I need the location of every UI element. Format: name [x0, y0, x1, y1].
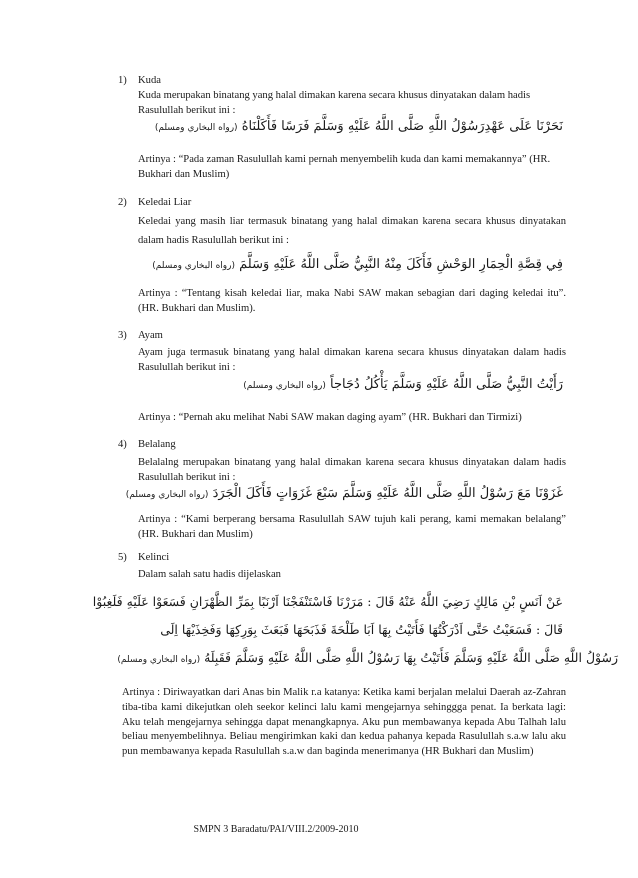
- section-title: Keledai Liar: [138, 197, 192, 208]
- footer-text: SMPN 3 Baradatu/PAI/VIII.2/2009-2010: [193, 824, 359, 835]
- arabic-hadith: [126, 484, 563, 505]
- hadith-reference: (رواه البخاري ومسلم): [125, 490, 209, 500]
- arabic-text: غَزَوْنَا مَعَ رَسُوْلُ اللَّهِ صَلَّى اللَّهُ عَلَيْهِ وَسَلَّمَ سَبْعَ غَزَوَاتٍ فَأَكَلَ الْجَرَدَ: [212, 486, 563, 501]
- section-translation: Artinya : “Tentang kisah keledai liar, maka Nabi SAW makan sebagian dari daging keledai itu”. (HR. Bukhari dan Muslim).: [138, 288, 566, 314]
- section-intro: Dalam salah satu hadis dijelaskan: [138, 569, 281, 580]
- arabic-hadith: [117, 648, 618, 670]
- arabic-text: نَحَرْنَا عَلَى عَهْدِرَسُوْلُ اللَّهِ صَلَّى اللَّهُ عَلَيْهِ وَسَلَّمَ فَرَسًا فَأَكَلْنَاهُ: [241, 119, 563, 134]
- arabic-hadith: [152, 255, 563, 276]
- arabic-text: رَسُوْلُ اللَّهِ صَلَّى اللَّهُ عَلَيْهِ وَسَلَّمَ فَأَتَيْتُ بِهَا رَسُوْلُ اللَّهِ صَلَّى اللَّهُ عَلَيْهِ وَسَلَّمَ فَقَبِلَهُ: [204, 650, 618, 665]
- section-title: Kuda: [138, 75, 161, 86]
- page-footer: [0, 822, 638, 837]
- arabic-text: رَأَيْتُ النَّبِيُّ صَلَّى اللَّهُ عَلَيْهِ وَسَلَّمَ يَأْكُلُ دُجَاجاً: [330, 377, 563, 392]
- section-translation: Artinya : “Kami berperang bersama Rasulullah SAW tujuh kali perang, kami memakan belalang” (HR. Bukhari dan Muslim): [138, 514, 566, 540]
- section-intro: Ayam juga termasuk binatang yang halal dimakan karena secara khusus dinyatakan dalam hadis Rasulullah berikut ini :: [138, 347, 566, 373]
- hadith-reference: (رواه البخاري ومسلم): [154, 123, 238, 133]
- section-title: Belalang: [138, 439, 176, 450]
- arabic-hadith: [155, 117, 563, 138]
- arabic-text: عَنْ اَنَسٍ بْنِ مَالِكٍ رَضِيَ اللَّهُ عَنْهُ قَالَ : مَرَرْنَا فَاسْتَنْفَجْنَا اَرْنَبًا بِمَرِّ الظَّهْرَانِ فَسَعَوْا عَلَيْهِ فَلَغِبُوْا: [92, 594, 563, 609]
- section-translation: Artinya : Diriwayatkan dari Anas bin Malik r.a katanya: Ketika kami berjalan melalui Daerah az-Zahran tiba-tiba kami dikejutkan oleh seekor kelinci lalu kami mengejarnya sehinggga penat. Ia berkata lagi: Aku telah mengejarnya sehingga dapat menangkapnya. Aku pun membawanya kepada Abu Talhah lalu beliau menyembelihnya. Beliau mengirimkan kaki dan kedua pahanya kepada Rasulullah s.a.w lalu aku pun membawanya kepada Rasulullah s.a.w dan baginda menerimanya (HR Bukhari dan Muslim): [122, 687, 566, 758]
- hadith-reference: (رواه البخاري ومسلم): [117, 655, 201, 665]
- section-number: 4): [118, 439, 127, 450]
- section-number: 1): [118, 75, 127, 86]
- section-number: 2): [118, 197, 127, 208]
- arabic-text: فِي قِصَّةِ الْحِمَارِ الوَحْشِ فَأَكَلَ مِنْهُ النَّبِيُّ صَلَّى اللَّهُ عَلَيْهِ وَسَلَّمَ: [239, 257, 563, 272]
- section-intro: Belalalng merupakan binatang yang halal dimakan karena secara khusus dinyatakan dalam hadis Rasulullah berikut ini :: [138, 457, 566, 483]
- hadith-reference: (رواه البخاري ومسلم): [152, 261, 235, 271]
- section-intro: Kuda merupakan binatang yang halal dimakan karena secara khusus dinyatakan dalam hadis Rasulullah berikut ini :: [138, 90, 531, 116]
- section-intro: Keledai yang masih liar termasuk binatang yang halal dimakan karena secara khusus dinyatakan dalam hadis Rasulullah berikut ini :: [138, 216, 566, 246]
- section-number: 5): [118, 552, 127, 563]
- arabic-text: قَالَ : فَسَعَيْتُ حَتَّى اَدْرَكْتُهَا فَأَتَيْتُ بِهَا اَبَا طَلْحَةَ فَذَبَحَهَا فَبَعَثَ بِوَرِكِهَا وَفَخِذَيْهَا اِلَى: [160, 622, 563, 637]
- hadith-reference: (رواه البخاري ومسلم): [243, 381, 326, 391]
- section-title: Kelinci: [138, 552, 170, 563]
- arabic-hadith: [243, 375, 563, 396]
- section-translation: Artinya : “Pada zaman Rasulullah kami pernah menyembelih kuda dan kami memakannya” (HR. Bukhari dan Muslim): [138, 154, 551, 180]
- section-title: Ayam: [138, 330, 163, 341]
- section-translation: Artinya : “Pernah aku melihat Nabi SAW makan daging ayam” (HR. Bukhari dan Tirmizi): [138, 412, 522, 423]
- section-number: 3): [118, 330, 127, 341]
